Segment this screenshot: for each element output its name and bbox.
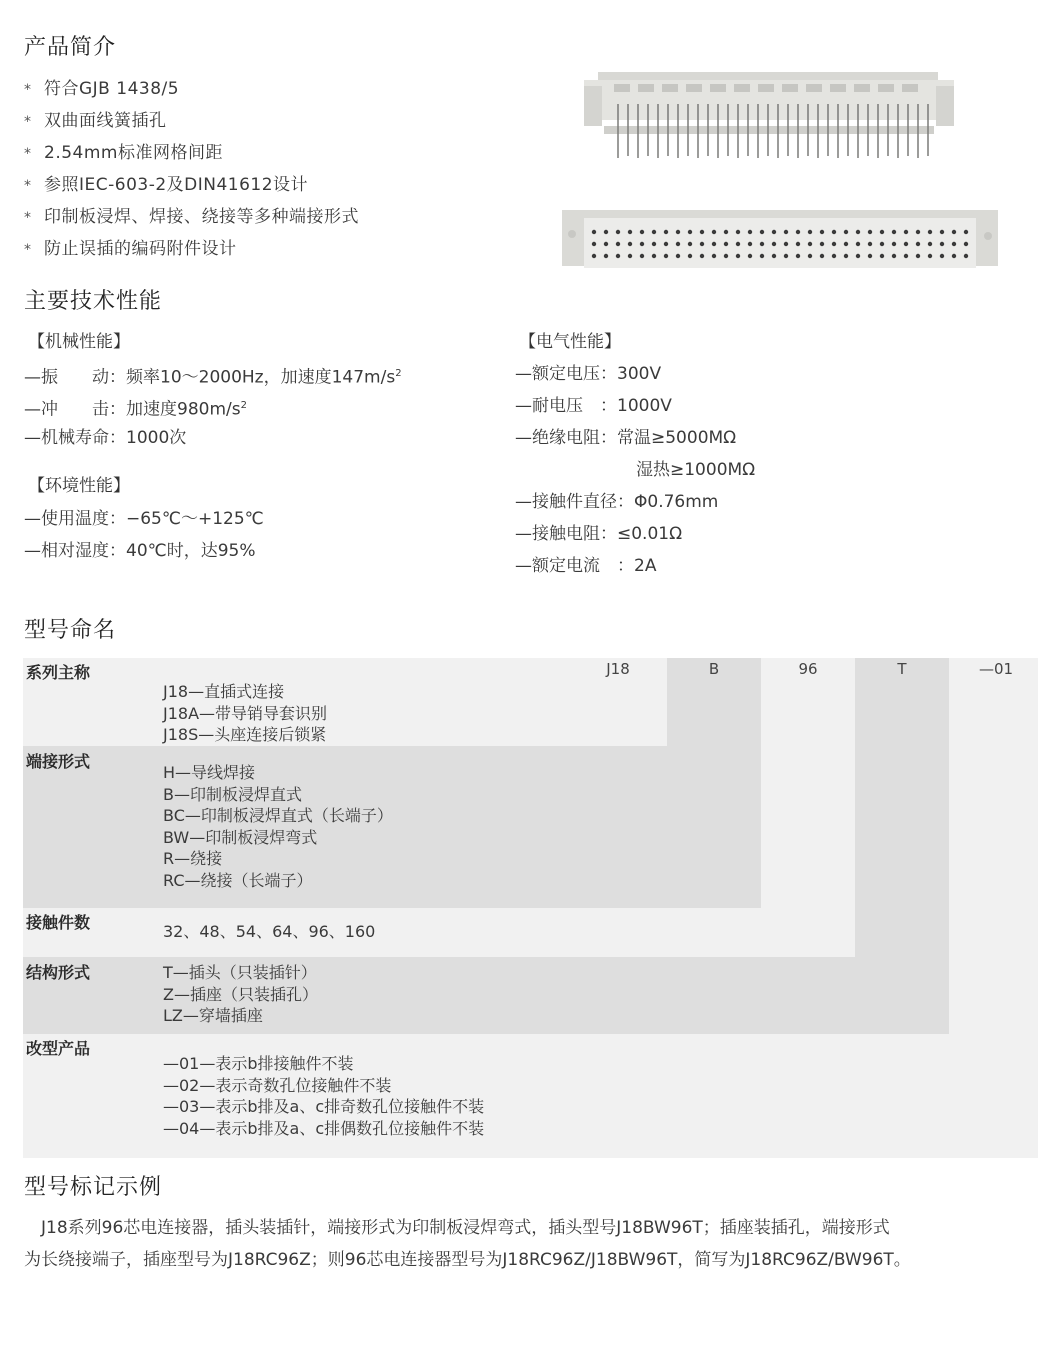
row-title-termination: 端接形式 [26, 752, 91, 771]
connector-socket-photo [562, 208, 998, 268]
band-contacts [23, 908, 855, 957]
row-lines-contacts: 32、48、54、64、96、160 [163, 922, 376, 941]
section-title-specs: 主要技术性能 [24, 289, 163, 314]
intro-bullet: * 符合GJB 1438/5 [24, 76, 359, 108]
electrical-specs [515, 358, 755, 582]
row-lines-structure: T—插头（只装插针） Z—插座（只装插孔） LZ—穿墙插座 [163, 963, 318, 1025]
code-contacts: 96 [798, 660, 818, 678]
code-modified: —01 [978, 660, 1014, 678]
electrical-heading: 【电气性能】 [519, 332, 621, 352]
spec-vibration: —振 动：频率10～2000Hz，加速度$147m/s^2$ [24, 367, 402, 388]
row-title-contacts: 接触件数 [26, 913, 91, 932]
row-lines-modified: —01—表示b排接触件不装 —02—表示奇数孔位接触件不装 —03—表示b排及a、c排奇数孔位接触件不装 —04—表示b排及a、c排偶数孔位接触件不装 [163, 1054, 485, 1138]
intro-bullet: * 参照IEC-603-2及DIN41612设计 [24, 172, 359, 204]
band-structure [23, 957, 949, 1034]
row-title-structure: 结构形式 [26, 963, 91, 982]
asterisk-icon: * [24, 210, 31, 226]
spec-withstand-voltage: —耐电压 ：1000V [515, 396, 672, 416]
section-title-intro: 产品简介 [24, 35, 117, 60]
code-structure: T [897, 660, 907, 678]
code-series: J18 [606, 660, 630, 678]
mechanical-heading: 【机械性能】 [28, 332, 130, 352]
spec-humidity: —相对湿度：40℃时，达95% [24, 541, 256, 561]
spec-mechanical-life: —机械寿命：1000次 [24, 428, 187, 448]
band-col-01 [949, 658, 1038, 1034]
section-title-example: 型号标记示例 [24, 1175, 163, 1200]
asterisk-icon: * [24, 146, 31, 162]
asterisk-icon: * [24, 178, 31, 194]
environmental-heading: 【环境性能】 [28, 476, 130, 496]
connector-plug-photo [584, 70, 954, 162]
spec-shock: —冲 击：加速度$980m/s^2$ [24, 399, 247, 420]
intro-bullet: * 防止误插的编码附件设计 [24, 236, 359, 268]
intro-bullet: * 印制板浸焊、焊接、绕接等多种端接形式 [24, 204, 359, 236]
spec-contact-diameter: —接触件直径：Φ0.76mm [515, 492, 719, 512]
row-title-modified: 改型产品 [26, 1039, 91, 1058]
intro-bullet: * 2.54mm标准网格间距 [24, 140, 359, 172]
intro-bullet: * 双曲面线簧插孔 [24, 108, 359, 140]
mechanical-specs [24, 358, 402, 454]
spec-rated-current: —额定电流 ：2A [515, 556, 657, 576]
spec-insulation-resistance: —绝缘电阻：常温≥5000MΩ [515, 428, 737, 448]
asterisk-icon: * [24, 82, 31, 98]
row-lines-series: J18—直插式连接 J18A—带导销导套识别 J18S—头座连接后锁紧 [163, 682, 328, 744]
band-series [23, 658, 667, 746]
row-lines-termination: H—导线焊接 B—印制板浸焊直式 BC—印制板浸焊直式（长端子） BW—印制板浸焊弯式 R—绕接 RC—绕接（长端子） [163, 763, 393, 890]
spec-insulation-resistance-humid: 湿热≥1000MΩ [636, 460, 756, 480]
spec-rated-voltage: —额定电压：300V [515, 364, 662, 384]
row-title-series: 系列主称 [26, 663, 91, 682]
band-col-t [855, 658, 949, 957]
asterisk-icon: * [24, 242, 31, 258]
example-paragraph-line-2: 为长绕接端子，插座型号为J18RC96Z；则96芯电连接器型号为J18RC96Z/J18BW96T，简写为J18RC96Z/BW96T。 [24, 1250, 911, 1270]
asterisk-icon: * [24, 114, 31, 130]
band-col-96 [761, 658, 855, 908]
intro-bullet-list [24, 76, 359, 268]
code-termination: B [708, 660, 720, 678]
example-paragraph-line-1: J18系列96芯电连接器，插头装插针，端接形式为印制板浸焊弯式，插头型号J18BW96T；插座装插孔，端接形式 [24, 1218, 890, 1238]
environmental-specs [24, 503, 264, 567]
spec-temperature: —使用温度：−65℃～+125℃ [24, 509, 264, 529]
spec-contact-resistance: —接触电阻：≤0.01Ω [515, 524, 683, 544]
section-title-naming: 型号命名 [24, 618, 117, 643]
